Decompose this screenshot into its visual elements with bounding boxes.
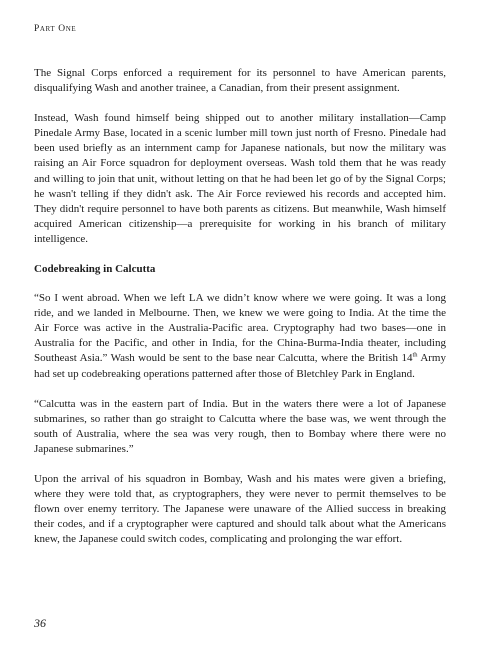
section-heading: Codebreaking in Calcutta bbox=[34, 263, 156, 276]
paragraph-went-abroad-text-end: Army had set up codebreaking operations patterned after those of Bletchley Park in England. bbox=[34, 352, 446, 380]
paragraph-went-abroad-text: “So I went abroad. When we left LA we didn’t know where we were going. It was a long ride, and we landed in Melbourne. Then, we knew we were going to India. At the time the Air Force was active in the Australia-Pacific area. Cryptography had two bases—one in Australia for the Pacific, and other in India, for the China-Burma-India theater, including Southeast Asia.” Wash would be sent to the base near Calcutta, where the British 14 bbox=[34, 292, 446, 365]
page-body bbox=[34, 66, 446, 562]
paragraph-calcutta: “Calcutta was in the eastern part of India. But in the waters there were a lot of Japanese submarines, so rather than go straight to Calcutta where the base was, we went through the south of Australia, where the sea was very rough, then to Bombay where there were no Japanese submarines.” bbox=[34, 397, 446, 455]
running-head: Part One bbox=[34, 24, 77, 34]
paragraph-signal-corps: The Signal Corps enforced a requirement for its personnel to have American parents, disqualifying Wash and another trainee, a Canadian, from their present assignment. bbox=[34, 67, 446, 95]
ordinal-superscript: th bbox=[412, 351, 418, 359]
paragraph-went-abroad bbox=[34, 291, 446, 382]
paragraph-camp-pinedale: Instead, Wash found himself being shipped out to another military installation—Camp Pinedale Army Base, located in a scenic lumber mill town just north of Fresno. Pinedale had been used briefly as an internment camp for Japanese nationals, but now the military was raising an Air Force squadron for deployment overseas. Wash told them that he was ready and willing to join that unit, without letting on that he had been let go of by the Signal Corps; he wasn't telling if they didn't ask. The Air Force reviewed his records and accepted him. They didn't require personnel to have both parents as citizens. But meanwhile, Wash himself acquired American citizenship—a prerequisite for working in his branch of military intelligence. bbox=[34, 112, 446, 245]
paragraph-bombay: Upon the arrival of his squadron in Bombay, Wash and his mates were given a briefing, where they were told that, as cryptographers, they were never to permit themselves to be flown over enemy territory. The Japanese were unaware of the Allied success in breaking their codes, and if a cryptographer were captured and should talk about what the Americans knew, the Japanese could switch codes, complicating and prolonging the war effort. bbox=[34, 472, 446, 546]
page-number: 36 bbox=[34, 616, 46, 630]
